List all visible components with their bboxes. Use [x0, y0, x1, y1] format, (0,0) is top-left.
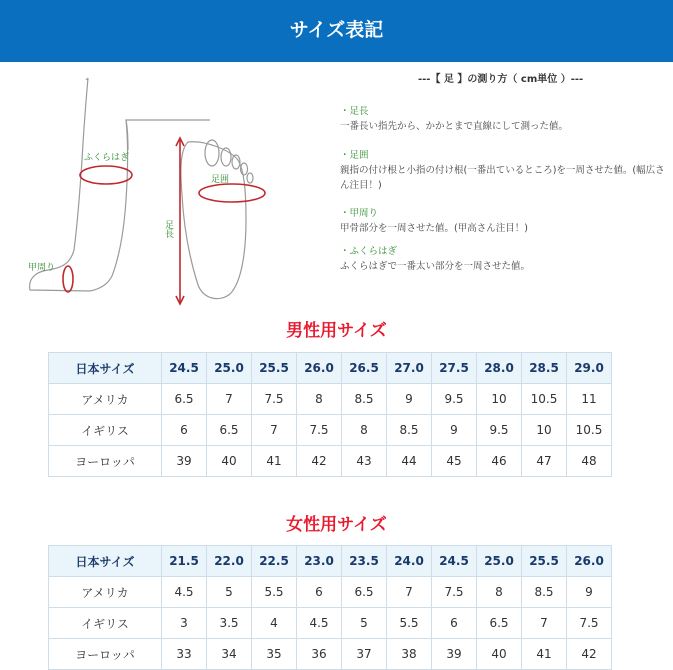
table-cell: 23.0	[297, 546, 342, 577]
table-cell: 28.5	[522, 353, 567, 384]
calf-label: ふくらはぎ	[84, 153, 130, 163]
definition-title: ・足長	[340, 106, 369, 117]
table-cell: 7	[252, 415, 297, 446]
table-cell: 40	[477, 639, 522, 670]
page-title: サイズ表記	[289, 19, 384, 41]
table-cell: 26.0	[297, 353, 342, 384]
table-cell: 7	[522, 608, 567, 639]
foot-measurement-illustration	[20, 70, 280, 310]
table-cell: 22.5	[252, 546, 297, 577]
definition-text: ふくらはぎで一番太い部分を一周させた値。	[340, 261, 531, 272]
table-cell: 6	[297, 577, 342, 608]
table-cell: 41	[522, 639, 567, 670]
table-cell: 7.5	[252, 384, 297, 415]
women-size-title: 女性用サイズ	[286, 515, 387, 535]
table-cell: 46	[477, 446, 522, 477]
table-cell: 5	[342, 608, 387, 639]
table-cell: 36	[297, 639, 342, 670]
table-cell: 11	[567, 384, 612, 415]
definition-girth	[340, 148, 670, 193]
table-cell: 5.5	[387, 608, 432, 639]
table-cell: 42	[297, 446, 342, 477]
table-cell: 4.5	[297, 608, 342, 639]
table-cell: ヨーロッパ	[49, 639, 162, 670]
definition-text: 甲骨部分を一周させた値。(甲高さん注目！)	[340, 223, 528, 234]
women-size-table	[48, 545, 612, 670]
table-cell: 27.0	[387, 353, 432, 384]
men-size-table	[48, 352, 612, 477]
table-cell: 9	[387, 384, 432, 415]
table-cell: 34	[207, 639, 252, 670]
table-cell: 22.0	[207, 546, 252, 577]
table-cell: 9	[432, 415, 477, 446]
table-cell: 45	[432, 446, 477, 477]
table-cell: 10.5	[567, 415, 612, 446]
table-cell: 40	[207, 446, 252, 477]
table-row	[49, 384, 612, 415]
table-row	[49, 577, 612, 608]
definition-instep	[340, 206, 670, 236]
table-cell: 6	[162, 415, 207, 446]
definition-foot-length	[340, 104, 670, 134]
table-cell: 6.5	[207, 415, 252, 446]
table-cell: 7	[387, 577, 432, 608]
table-cell: 8	[297, 384, 342, 415]
table-cell: 7.5	[297, 415, 342, 446]
table-cell: 26.5	[342, 353, 387, 384]
table-cell: 33	[162, 639, 207, 670]
table-cell: 8.5	[342, 384, 387, 415]
table-cell: 日本サイズ	[49, 546, 162, 577]
table-row	[49, 639, 612, 670]
table-cell: 3	[162, 608, 207, 639]
table-cell: 10	[477, 384, 522, 415]
table-row	[49, 446, 612, 477]
definition-title: ・ふくらはぎ	[340, 246, 398, 257]
table-cell: 7.5	[432, 577, 477, 608]
table-cell: 23.5	[342, 546, 387, 577]
table-cell: 24.0	[387, 546, 432, 577]
table-cell: 43	[342, 446, 387, 477]
table-cell: 25.5	[522, 546, 567, 577]
instep-label: 甲周り	[28, 263, 56, 273]
table-cell: 27.5	[432, 353, 477, 384]
table-cell: 9.5	[432, 384, 477, 415]
definition-calf	[340, 244, 670, 274]
table-cell: 3.5	[207, 608, 252, 639]
table-cell: 21.5	[162, 546, 207, 577]
table-cell: 38	[387, 639, 432, 670]
table-cell: 8.5	[387, 415, 432, 446]
table-cell: 24.5	[162, 353, 207, 384]
table-cell: ヨーロッパ	[49, 446, 162, 477]
table-cell: 6.5	[342, 577, 387, 608]
men-size-title: 男性用サイズ	[286, 321, 387, 341]
table-header-row	[49, 546, 612, 577]
measure-heading: ---【 足 】の測り方（ cm単位 ）---	[418, 74, 584, 85]
table-cell: 37	[342, 639, 387, 670]
table-cell: 26.0	[567, 546, 612, 577]
table-row	[49, 608, 612, 639]
table-cell: 39	[432, 639, 477, 670]
table-cell: アメリカ	[49, 577, 162, 608]
table-cell: 42	[567, 639, 612, 670]
table-cell: イギリス	[49, 415, 162, 446]
definition-title: ・甲周り	[340, 208, 379, 219]
table-cell: 44	[387, 446, 432, 477]
table-cell: 25.5	[252, 353, 297, 384]
table-cell: 47	[522, 446, 567, 477]
table-cell: 8	[477, 577, 522, 608]
table-cell: 10	[522, 415, 567, 446]
table-cell: 9.5	[477, 415, 522, 446]
table-row	[49, 415, 612, 446]
foot-length-label: 足長	[163, 220, 173, 238]
table-cell: 25.0	[477, 546, 522, 577]
table-cell: 9	[567, 577, 612, 608]
girth-label: 足囲	[211, 175, 230, 185]
definition-text: 親指の付け根と小指の付け根(一番出ているところ)を一周させた値。(幅広さん注目！)	[340, 165, 665, 191]
table-cell: 8	[342, 415, 387, 446]
table-cell: 5.5	[252, 577, 297, 608]
definition-title: ・足囲	[340, 150, 369, 161]
table-cell: 7	[207, 384, 252, 415]
definition-text: 一番長い指先から、かかとまで直線にして測った値。	[340, 121, 569, 132]
table-header-row	[49, 353, 612, 384]
table-cell: 6.5	[477, 608, 522, 639]
table-cell: 41	[252, 446, 297, 477]
page-header	[0, 0, 673, 62]
table-cell: 28.0	[477, 353, 522, 384]
table-cell: 6	[432, 608, 477, 639]
table-cell: 10.5	[522, 384, 567, 415]
table-cell: 25.0	[207, 353, 252, 384]
table-cell: 7.5	[567, 608, 612, 639]
table-cell: 29.0	[567, 353, 612, 384]
table-cell: 5	[207, 577, 252, 608]
table-cell: 39	[162, 446, 207, 477]
table-cell: 48	[567, 446, 612, 477]
table-cell: イギリス	[49, 608, 162, 639]
table-cell: 35	[252, 639, 297, 670]
table-cell: 6.5	[162, 384, 207, 415]
table-cell: 4	[252, 608, 297, 639]
table-cell: 4.5	[162, 577, 207, 608]
table-cell: アメリカ	[49, 384, 162, 415]
table-cell: 8.5	[522, 577, 567, 608]
table-cell: 24.5	[432, 546, 477, 577]
table-cell: 日本サイズ	[49, 353, 162, 384]
